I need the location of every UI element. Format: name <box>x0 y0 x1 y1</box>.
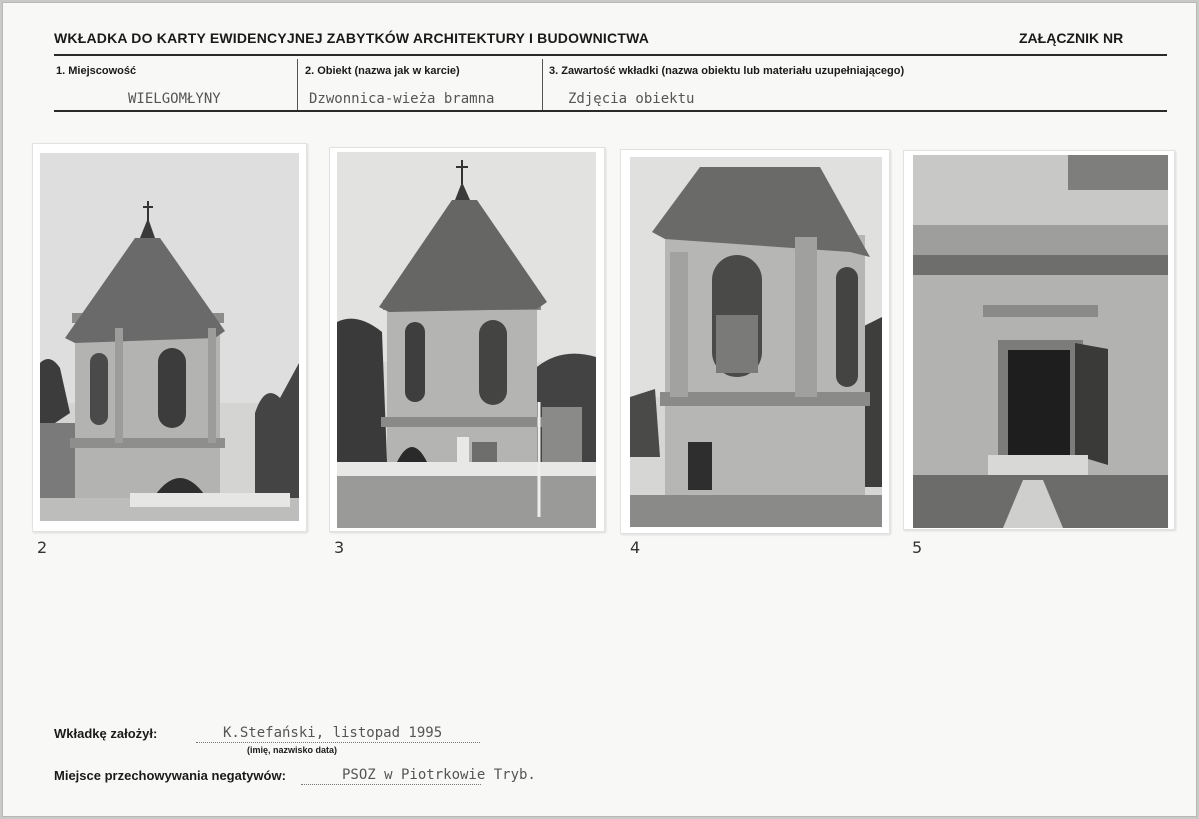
photo-number: 3 <box>334 538 345 557</box>
field-divider <box>542 59 543 111</box>
founder-dotted-line <box>196 742 480 743</box>
sheet-title: WKŁADKA DO KARTY EWIDENCYJNEJ ZABYTKÓW ARCHITEKTURY I BUDOWNICTWA <box>54 30 650 46</box>
storage-value: PSOZ w Piotrkowie Tryb. <box>342 767 536 783</box>
header-divider <box>54 54 1167 56</box>
object-label: 2. Obiekt (nazwa jak w karcie) <box>305 65 460 77</box>
storage-dotted-line <box>301 784 481 785</box>
photo-image <box>337 152 596 528</box>
annex-label: ZAŁĄCZNIK NR <box>1019 30 1124 46</box>
founder-value: K.Stefański, listopad 1995 <box>223 725 443 741</box>
storage-label: Miejsce przechowywania negatywów: <box>54 768 286 783</box>
photo-image <box>913 155 1168 528</box>
photo-bell-tower-front <box>329 147 605 532</box>
founder-hint: (imię, nazwisko data) <box>247 745 338 755</box>
founder-label: Wkładkę założył: <box>54 726 158 741</box>
field-divider <box>297 59 298 111</box>
photo-number: 2 <box>37 538 48 557</box>
locality-label: 1. Miejscowość <box>56 65 137 77</box>
content-value: Zdjęcia obiektu <box>568 91 695 107</box>
record-sheet <box>2 2 1197 817</box>
photo-image <box>630 157 882 527</box>
locality-value: WIELGOMŁYNY <box>128 91 221 107</box>
photo-bell-tower-closeup <box>620 149 890 534</box>
photo-tower-doorway <box>903 150 1175 530</box>
content-label: 3. Zawartość wkładki (nazwa obiektu lub materiału uzupełniającego) <box>549 65 905 77</box>
photo-number: 4 <box>630 538 641 557</box>
fields-divider <box>54 110 1167 112</box>
photo-bell-tower-view <box>32 143 307 532</box>
photo-image <box>40 153 299 521</box>
photo-number: 5 <box>912 538 923 557</box>
object-value: Dzwonnica-wieża bramna <box>309 91 495 107</box>
